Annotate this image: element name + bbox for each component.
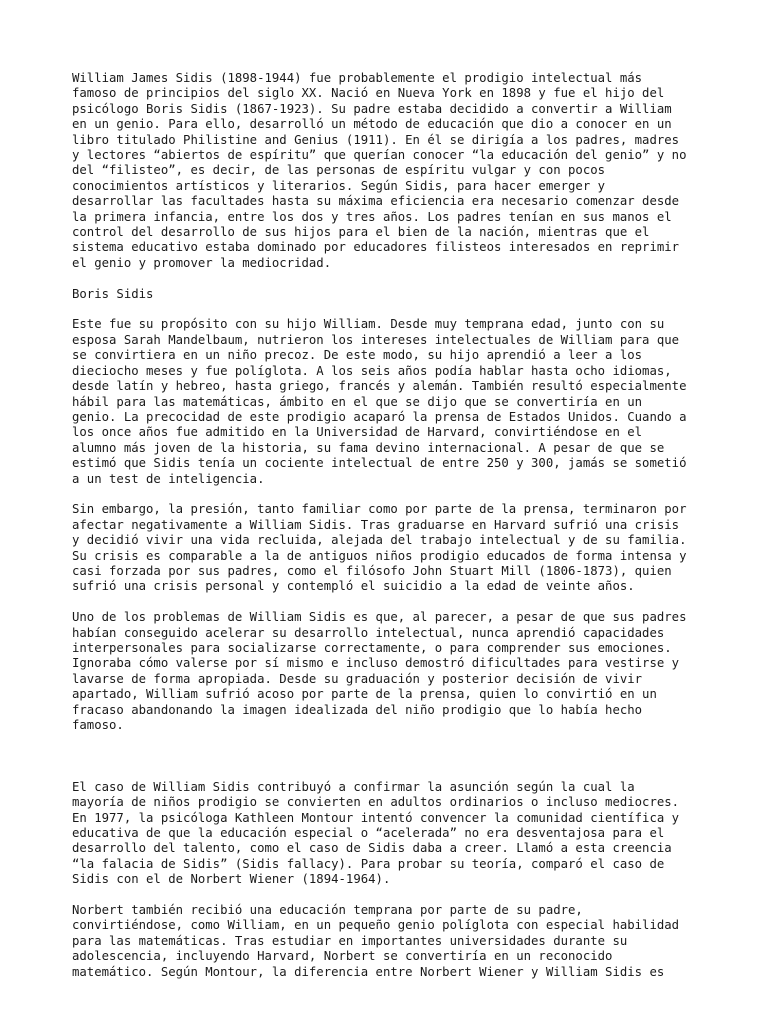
blank-space — [72, 749, 702, 780]
document-page — [72, 71, 702, 995]
paragraph-norbert-wiener: Norbert también recibió una educación temprana por parte de su padre, convirtiéndose, como William, en un pequeño genio políglota con especial habilidad para las matemáticas. Tras estudiar en importantes universidades durante su adolescencia, incluyendo Harvard, Norbert se convertiría en un reconocido matemático. Según Montour, la diferencia entre Norbert Wiener y William Sidis es — [72, 903, 680, 979]
paragraph-crisis: Sin embargo, la presión, tanto familiar como por parte de la prensa, terminaron por afectar negativamente a William Sidis. Tras graduarse en Harvard sufrió una crisis y decidió vivir una vida recluida, alejada del trabajo intelectual y de su familia. Su crisis es comparable a la de antiguos niños prodigio educados de forma intensa y casi forzada por sus padres, como el filósofo John Stuart Mill (1806-1873), quien sufrió una crisis personal y contempló el suicidio a la edad de veinte años. — [72, 502, 687, 594]
paragraph-caption-boris-sidis: Boris Sidis — [72, 286, 154, 301]
paragraph-problems: Uno de los problemas de William Sidis es que, al parecer, a pesar de que sus padres habían conseguido acelerar su desarrollo intelectual, nunca aprendió capacidades interpersonales para socializarse correctamente, o para comprender sus emociones. Ignoraba cómo valerse por sí mismo e incluso demostró dificultades para vestirse y lavarse de forma apropiada. Desde su graduación y posterior decisión de vivir apartado, William sufrió acoso por parte de la prensa, quien lo convirtió en un fracaso abandonando la imagen idealizada del niño prodigio que lo había hecho famoso. — [72, 610, 687, 732]
paragraph-intro: William James Sidis (1898-1944) fue probablemente el prodigio intelectual más famoso de principios del siglo XX. Nació en Nueva York en 1898 y fue el hijo del psicólogo Boris Sidis (1867-1923). Su padre estaba decidido a convertir a William en un genio. Para ello, desarrolló un método de educación que dio a conocer en un libro titulado Philistine and Genius (1911). En él se dirigía a los padres, madres y lectores “abiertos de espíritu” que querían conocer “la educación del genio” y no del “filisteo”, es decir, de las personas de espíritu vulgar y con pocos conocimientos artísticos y literarios. Según Sidis, para hacer emerger y desarrollar las facultades hasta su máxima eficiencia era necesario comenzar desde la primera infancia, entre los dos y tres años. Los padres tenían en sus manos el control del desarrollo de sus hijos para el bien de la nación, mientras que el sistema educativo estaba dominado por educadores filisteos interesados en reprimir el genio y promover la mediocridad. — [72, 71, 687, 270]
paragraph-sidis-fallacy: El caso de William Sidis contribuyó a confirmar la asunción según la cual la mayoría de niños prodigio se convierten en adultos ordinarios o incluso mediocres. En 1977, la psicóloga Kathleen Montour intentó convencer la comunidad científica y educativa de que la educación especial o “acelerada” no era desventajosa para el desarrollo del talento, como el caso de Sidis daba a creer. Llamó a esta creencia “la falacia de Sidis” (Sidis fallacy). Para probar su teoría, comparó el caso de Sidis con el de Norbert Wiener (1894-1964). — [72, 779, 680, 887]
paragraph-childhood: Este fue su propósito con su hijo William. Desde muy temprana edad, junto con su esposa Sarah Mandelbaum, nutrieron los intereses intelectuales de William para que se convirtiera en un niño precoz. De este modo, su hijo aprendió a leer a los dieciocho meses y fue políglota. A los seis años podía hablar hasta ocho idiomas, desde latín y hebreo, hasta griego, francés y alemán. También resultó especialmente hábil para las matemáticas, ámbito en el que se dijo que se convertiría en un genio. La precocidad de este prodigio acaparó la prensa de Estados Unidos. Cuando a los once años fue admitido en la Universidad de Harvard, convirtiéndose en el alumno más joven de la historia, su fama devino internacional. A pesar de que se estimó que Sidis tenía un cociente intelectual de entre 250 y 300, jamás se sometió a un test de inteligencia. — [72, 317, 687, 486]
